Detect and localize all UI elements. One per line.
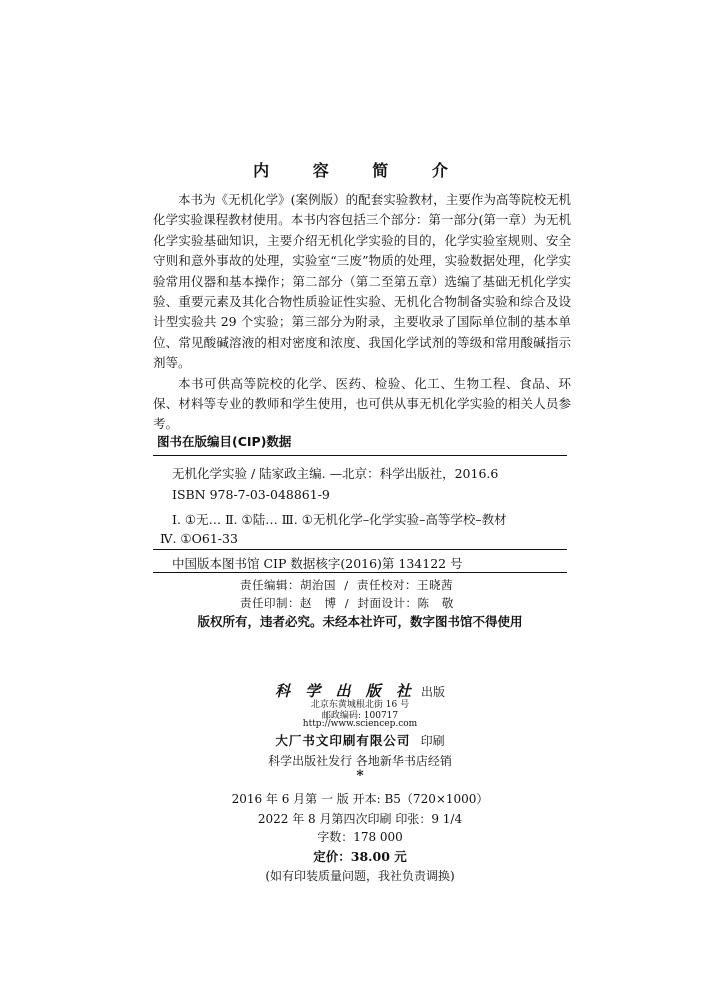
credits-line: 责任编辑：胡治国 / 责任校对：王晓茜 [240, 578, 453, 592]
summary-paragraph: 本书为《无机化学》(案例版）的配套实验教材，主要作为高等院校无机化学实验课程教材使用。本书内容包括三个部分：第一部分(第一章）为无机化学实验基础知识，主要介绍无机化学实验的目的，化学实验室规则、安全守则和意外事故的处理，实验室“三废”物质的处理，实验数据处理，化学实验常用仪器和基本操作；第二部分（第二至第五章）选编了基础无机化学实验、重要元素及其化合物性质验证性实验、无机化合物制备实验和综合及设计型实验共 29 个实验；第三部分为附录，主要收录了国际单位制的基本单位、常见酸碱溶液的相对密度和浓度、我国化学试剂的等级和常用酸碱指示剂等。 [153, 192, 571, 371]
cip-line: Ⅳ. ①O61-33 [160, 531, 238, 546]
cip-isbn: ISBN 978-7-03-048861-9 [172, 487, 330, 502]
credits-line: 责任印制：赵 博 / 封面设计：陈 敬 [240, 596, 454, 610]
separator-asterisk: * [356, 768, 364, 784]
printing-line: 2022 年 8 月第四次印刷 印张：9 1/4 [257, 812, 463, 826]
book-summary [153, 190, 571, 435]
cip-line: 无机化学实验 / 陆家政主编. —北京：科学出版社，2016.6 [172, 466, 499, 481]
price: 定价：38.00 元 [313, 849, 407, 864]
divider [153, 572, 567, 573]
publisher-postcode: 邮政编码: 100717 [321, 711, 399, 721]
cip-heading: 图书在版编目(CIP)数据 [157, 434, 292, 449]
divider [153, 455, 567, 456]
publisher-url: http://www.sciencep.com [302, 719, 418, 729]
printer-suffix: 印刷 [420, 734, 445, 748]
edition-line: 2016 年 6 月第 一 版 开本: B5（720×1000） [231, 792, 489, 806]
publisher-logo: 科 学 出 版 社 [275, 682, 416, 700]
page-title: 内 容 简 介 [253, 161, 467, 180]
copyright-notice: 版权所有，违者必究。未经本社许可，数字图书馆不得使用 [197, 614, 523, 629]
word-count: 字数：178 000 [317, 830, 403, 844]
summary-paragraph: 本书可供高等院校的化学、医药、检验、化工、生物工程、食品、环保、材料等专业的教师和学生使用，也可供从事无机化学实验的相关人员参考。 [153, 375, 571, 432]
publisher-suffix: 出版 [420, 685, 445, 699]
distribution-line: 科学出版社发行 各地新华书店经销 [268, 754, 452, 768]
quality-note: (如有印装质量问题，我社负责调换) [265, 869, 455, 883]
cip-record-number: 中国版本图书馆 CIP 数据核字(2016)第 134122 号 [172, 556, 463, 571]
cip-line: Ⅰ. ①无… Ⅱ. ①陆… Ⅲ. ①无机化学–化学实验–高等学校–教材 [172, 512, 507, 527]
publisher-address: 北京东黄城根北街 16 号 [310, 700, 410, 710]
divider [153, 549, 567, 550]
printer-name: 大厂书文印刷有限公司 [275, 733, 411, 748]
printer-line [0, 730, 720, 749]
